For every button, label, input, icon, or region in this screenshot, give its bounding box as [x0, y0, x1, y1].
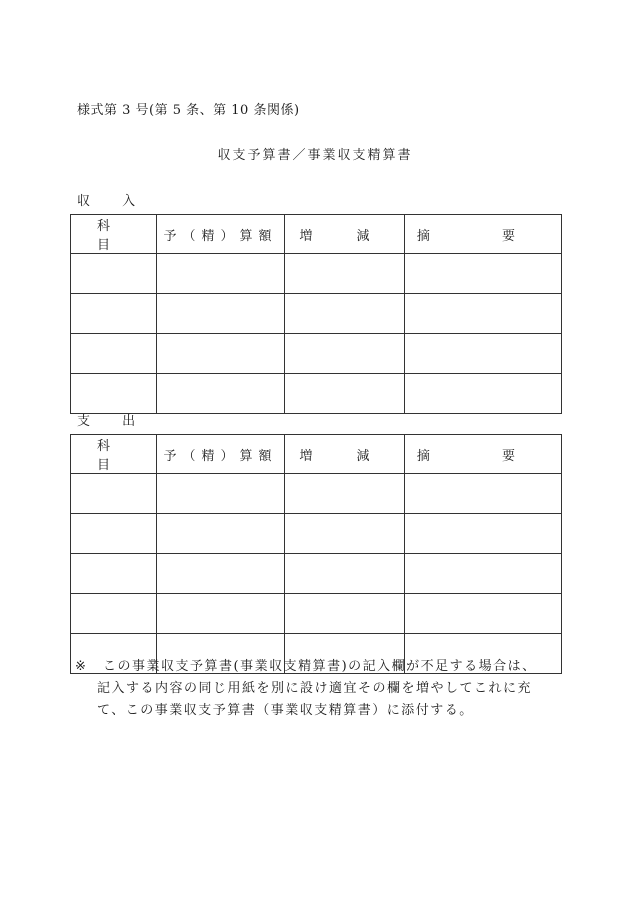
- income-cell-subject: [71, 374, 157, 414]
- footnote-line: この事業収支予算書(事業収支精算書)の記入欄が不足する場合は、: [103, 659, 537, 674]
- income-header-subject: 科 目: [71, 215, 157, 254]
- expense-cell-summary: [405, 514, 562, 554]
- expense-cell-change: [285, 514, 405, 554]
- expense-row: [71, 594, 562, 634]
- income-cell-summary: [405, 294, 562, 334]
- income-cell-amount: [157, 294, 285, 334]
- expense-cell-subject: [71, 514, 157, 554]
- expense-header-summary: 摘 要: [405, 435, 562, 474]
- income-cell-subject: [71, 254, 157, 294]
- footnote: [75, 656, 565, 722]
- income-header-change: 増 減: [285, 215, 405, 254]
- income-cell-subject: [71, 334, 157, 374]
- expense-header-subject: 科 目: [71, 435, 157, 474]
- expense-cell-subject: [71, 554, 157, 594]
- expense-cell-amount: [157, 594, 285, 634]
- expense-header-row: [71, 435, 562, 474]
- expense-row: [71, 554, 562, 594]
- income-cell-summary: [405, 374, 562, 414]
- income-cell-summary: [405, 334, 562, 374]
- income-cell-change: [285, 334, 405, 374]
- income-cell-change: [285, 254, 405, 294]
- income-row: [71, 254, 562, 294]
- income-cell-summary: [405, 254, 562, 294]
- income-header-row: [71, 215, 562, 254]
- expense-table: [70, 434, 562, 674]
- expense-cell-change: [285, 554, 405, 594]
- income-cell-change: [285, 294, 405, 334]
- income-cell-amount: [157, 374, 285, 414]
- expense-header-change: 増 減: [285, 435, 405, 474]
- income-cell-amount: [157, 334, 285, 374]
- income-row: [71, 334, 562, 374]
- document-title: 収支予算書／事業収支精算書: [217, 148, 413, 163]
- footnote-line: 記入する内容の同じ用紙を別に設け適宜その欄を増やしてこれに充: [97, 681, 533, 696]
- expense-header-amount: 予（精）算額: [157, 435, 285, 474]
- expense-cell-change: [285, 474, 405, 514]
- income-header-amount: 予（精）算額: [157, 215, 285, 254]
- income-row: [71, 374, 562, 414]
- expense-cell-summary: [405, 554, 562, 594]
- expense-cell-amount: [157, 514, 285, 554]
- income-cell-amount: [157, 254, 285, 294]
- footnote-line: て、この事業収支予算書（事業収支精算書）に添付する。: [97, 703, 474, 718]
- income-row: [71, 294, 562, 334]
- expense-cell-amount: [157, 474, 285, 514]
- income-cell-subject: [71, 294, 157, 334]
- income-section-label: 収 入: [77, 194, 150, 209]
- expense-cell-change: [285, 594, 405, 634]
- income-table: [70, 214, 562, 414]
- expense-cell-summary: [405, 474, 562, 514]
- reference-mark-icon: ※: [75, 659, 86, 674]
- income-cell-change: [285, 374, 405, 414]
- expense-row: [71, 514, 562, 554]
- expense-cell-summary: [405, 594, 562, 634]
- expense-section-label: 支 出: [77, 414, 150, 429]
- income-header-summary: 摘 要: [405, 215, 562, 254]
- form-number: 様式第 3 号(第 5 条、第 10 条関係): [77, 103, 300, 118]
- expense-cell-subject: [71, 474, 157, 514]
- expense-cell-subject: [71, 594, 157, 634]
- expense-cell-amount: [157, 554, 285, 594]
- expense-row: [71, 474, 562, 514]
